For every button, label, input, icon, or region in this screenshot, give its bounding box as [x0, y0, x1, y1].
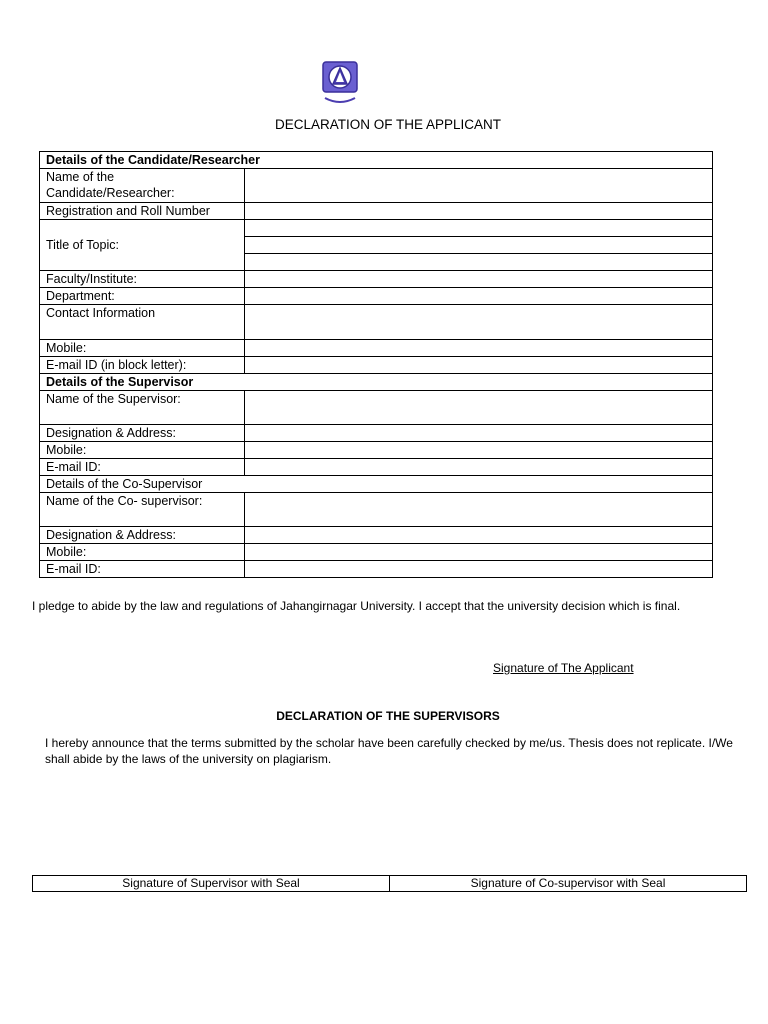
supervisor-name-field[interactable] — [245, 391, 713, 425]
cosupervisor-mobile-field[interactable] — [245, 544, 713, 561]
cosupervisor-email-label: E-mail ID: — [40, 561, 245, 578]
supervisors-declaration-title: DECLARATION OF THE SUPERVISORS — [276, 709, 500, 723]
contact-field[interactable] — [245, 305, 713, 340]
candidate-name-field[interactable] — [245, 169, 713, 203]
cosupervisor-email-field[interactable] — [245, 561, 713, 578]
cosupervisor-designation-field[interactable] — [245, 527, 713, 544]
registration-label: Registration and Roll Number — [40, 203, 245, 220]
department-field[interactable] — [245, 288, 713, 305]
page-title: DECLARATION OF THE APPLICANT — [274, 117, 502, 132]
supervisor-mobile-field[interactable] — [245, 442, 713, 459]
title-of-topic-field-1[interactable] — [245, 220, 713, 237]
cosupervisor-name-field[interactable] — [245, 493, 713, 527]
supervisor-designation-field[interactable] — [245, 425, 713, 442]
faculty-label: Faculty/Institute: — [40, 271, 245, 288]
supervisor-name-label: Name of the Supervisor: — [40, 391, 245, 425]
supervisor-email-field[interactable] — [245, 459, 713, 476]
candidate-mobile-field[interactable] — [245, 340, 713, 357]
supervisor-mobile-label: Mobile: — [40, 442, 245, 459]
candidate-mobile-label: Mobile: — [40, 340, 245, 357]
department-label: Department: — [40, 288, 245, 305]
supervisor-signature-cell: Signature of Supervisor with Seal — [33, 876, 390, 892]
cosupervisor-designation-label: Designation & Address: — [40, 527, 245, 544]
candidate-name-label — [40, 169, 245, 203]
cosupervisor-section-heading: Details of the Co-Supervisor — [40, 476, 713, 493]
pledge-text: I pledge to abide by the law and regulations of Jahangirnagar University. I accept that the university decision which is final. — [32, 599, 681, 613]
candidate-email-field[interactable] — [245, 357, 713, 374]
university-logo — [319, 58, 361, 106]
cosupervisor-mobile-label: Mobile: — [40, 544, 245, 561]
supervisor-email-label: E-mail ID: — [40, 459, 245, 476]
contact-label: Contact Information — [40, 305, 245, 340]
supervisor-designation-label: Designation & Address: — [40, 425, 245, 442]
cosupervisor-name-label: Name of the Co- supervisor: — [40, 493, 245, 527]
faculty-field[interactable] — [245, 271, 713, 288]
applicant-signature-label: Signature of The Applicant — [493, 661, 634, 675]
candidate-section-heading: Details of the Candidate/Researcher — [40, 152, 713, 169]
title-of-topic-field-2[interactable] — [245, 237, 713, 254]
candidate-name-label-line1: Name of the — [46, 170, 115, 184]
title-of-topic-field-3[interactable] — [245, 254, 713, 271]
candidate-email-label: E-mail ID (in block letter): — [40, 357, 245, 374]
title-of-topic-label: Title of Topic: — [40, 220, 245, 271]
supervisors-declaration-text: I hereby announce that the terms submitted by the scholar have been carefully checked by me/us. Thesis does not replicate. I/We shall abide by the laws of the university on plagiarism. — [45, 736, 733, 766]
registration-field[interactable] — [245, 203, 713, 220]
supervisor-section-heading: Details of the Supervisor — [40, 374, 713, 391]
applicant-details-table — [39, 151, 713, 578]
signature-table — [32, 875, 747, 892]
cosupervisor-signature-cell: Signature of Co-supervisor with Seal — [390, 876, 747, 892]
candidate-name-label-line2: Candidate/Researcher: — [46, 186, 175, 200]
